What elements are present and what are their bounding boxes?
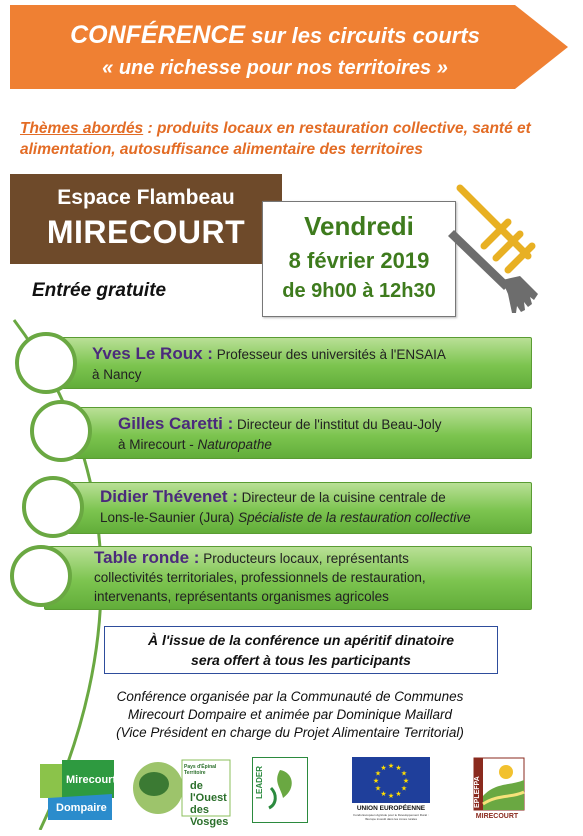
speaker-bullet-2 <box>30 400 92 462</box>
speaker-bullet-4 <box>10 545 72 607</box>
date-day: Vendredi <box>304 211 414 241</box>
aperitif-notice <box>104 626 498 674</box>
leader-logo <box>252 757 308 823</box>
speaker-specialty: Spécialiste de la restauration collective <box>238 510 471 525</box>
eplefpa-mirecourt-logo <box>466 756 528 822</box>
eu-star: ★ <box>380 791 387 798</box>
eu-star: ★ <box>387 793 395 800</box>
speaker-bullet-3 <box>22 476 84 538</box>
pays-line-1: Pays d'Épinal <box>184 764 217 770</box>
pays-line-2: Territoire <box>184 770 206 776</box>
venue-name: Espace Flambeau <box>57 186 235 209</box>
eu-star: ★ <box>400 785 408 793</box>
eu-star: ★ <box>374 770 382 778</box>
speaker-item-4 <box>94 548 534 606</box>
speaker-name: Didier Thévenet : <box>100 487 238 506</box>
speaker-name: Table ronde : <box>94 548 200 567</box>
speaker-bullet-1 <box>15 332 77 394</box>
eu-star: ★ <box>387 763 395 770</box>
page-subtitle: « une richesse pour nos territoires » <box>102 57 448 79</box>
date-time: de 9h00 à 12h30 <box>282 280 436 302</box>
speaker-role: Directeur de la cuisine centrale de <box>237 490 446 505</box>
eu-star: ★ <box>374 785 382 793</box>
header-banner <box>10 5 570 89</box>
leader-text: LEADER <box>255 766 264 799</box>
date-box <box>262 201 456 317</box>
free-entry-text: Entrée gratuite <box>32 280 167 301</box>
cc-mirecourt-dompaire-logo <box>38 758 118 824</box>
speaker-item-2 <box>118 414 528 455</box>
organizer-line-3: (Vice Président en charge du Projet Alimentaire Territorial) <box>116 725 464 740</box>
eu-star: ★ <box>395 765 402 772</box>
pays-logo-big <box>190 780 232 828</box>
eu-logo <box>348 757 434 823</box>
speaker-role: Producteurs locaux, représentants <box>199 551 409 566</box>
speaker-role: Directeur de l'institut du Beau-Joly <box>233 417 442 432</box>
cc-logo-bottom: Dompaire <box>56 802 107 814</box>
organizer-line-1: Conférence organisée par la Communauté de Communes <box>116 689 464 704</box>
speaker-role-cont: à Mirecourt - <box>118 437 198 452</box>
speaker-item-1 <box>92 344 532 385</box>
themes-body: : produits locaux en restauration collective, santé et alimentation, autosuffisance alimentaire des territoires <box>20 120 531 158</box>
themes-label: Thèmes abordés <box>20 120 144 137</box>
speaker-role-cont: Lons-le-Saunier (Jura) <box>100 510 239 525</box>
organizer-text <box>70 688 510 742</box>
aperitif-line-2: sera offert à tous les participants <box>191 652 411 668</box>
pays-ouest-vosges-logo <box>132 758 232 828</box>
venue-town: MIRECOURT <box>46 214 246 250</box>
aperitif-line-1: À l'issue de la conférence un apéritif dinatoire <box>148 632 454 648</box>
eu-star: ★ <box>380 765 387 772</box>
speaker-name: Yves Le Roux : <box>92 344 213 363</box>
speaker-specialty: Naturopathe <box>197 437 272 452</box>
page-title <box>10 21 540 50</box>
eplefpa-town: MIRECOURT <box>475 813 519 820</box>
title-rest: sur les circuits courts <box>251 23 480 48</box>
pays-line-3: de l'Ouest <box>190 780 227 804</box>
eu-text: UNION EUROPÉENNE <box>356 805 426 812</box>
speaker-role: Professeur des universités à l'ENSAIA <box>212 347 446 362</box>
eu-fine-print: Fonds Européen Agricole pour le Développement Rural : l'Europe investit dans les zones rurales <box>353 813 429 821</box>
pays-logo-text <box>184 764 230 776</box>
date-date: 8 février 2019 <box>288 248 430 273</box>
eu-star: ★ <box>400 770 408 778</box>
pays-line-4: des Vosges <box>190 804 229 828</box>
organizer-line-2: Mirecourt Dompaire et animée par Dominique Maillard <box>127 707 453 722</box>
speaker-item-3 <box>100 487 530 528</box>
eu-star: ★ <box>402 778 410 785</box>
themes-text <box>20 118 560 160</box>
cc-logo-top: Mirecourt <box>66 774 117 786</box>
eu-star: ★ <box>395 791 402 798</box>
venue-block <box>10 174 282 264</box>
speaker-role-cont: à Nancy <box>92 367 142 382</box>
eu-star: ★ <box>372 778 380 785</box>
speaker-name: Gilles Caretti : <box>118 414 234 433</box>
eplefpa-text: EPLEFPA <box>474 776 481 808</box>
speaker-role-cont: collectivités territoriales, professionnels de restauration, <box>94 570 426 585</box>
title-conference: CONFÉRENCE <box>70 21 246 49</box>
speaker-role-cont: intervenants, représentants organismes agricoles <box>94 589 389 604</box>
fork-and-pitchfork-icon <box>440 180 550 320</box>
